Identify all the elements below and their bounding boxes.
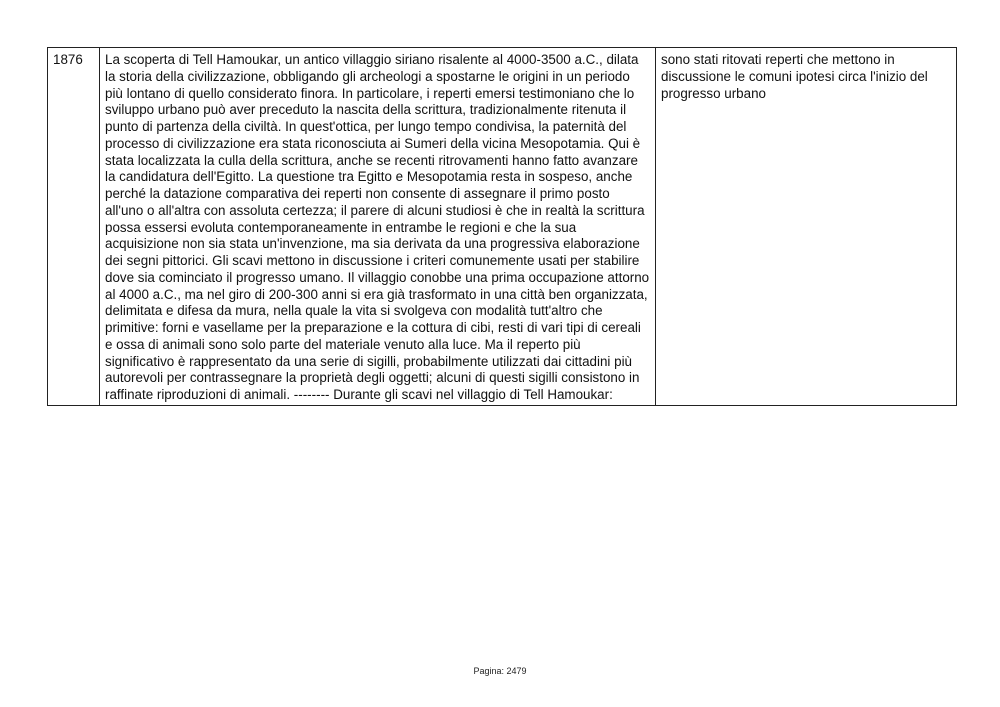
record-text-cell: La scoperta di Tell Hamoukar, un antico villaggio siriano risalente al 4000-3500 a.C., dilata la storia della civilizzazione, obbligando gli archeologi a spostarne le origini in un periodo più lontano di quello considerato finora. In particolare, i reperti emersi testimoniano che lo sviluppo urbano può aver preceduto la nascita della scrittura, tradizionalmente ritenuta il punto di partenza della civiltà. In quest'ottica, per lungo tempo condivisa, la paternità del processo di civilizzazione era stata riconosciuta ai Sumeri della vicina Mesopotamia. Qui è stata localizzata la culla della scrittura, anche se recenti ritrovamenti hanno fatto avanzare la candidatura dell'Egitto. La questione tra Egitto e Mesopotamia resta in sospeso, anche perché la datazione comparativa dei reperti non consente di assegnare il primo posto all'uno o all'altra con assoluta certezza; il parere di alcuni studiosi è che in realtà la scrittura possa essersi evoluta contemporaneamente in entrambe le regioni e che la sua acquisizione non sia stata un'invenzione, ma sia derivata da una progressiva elaborazione dei segni pittorici. Gli scavi mettono in discussione i criteri comunemente usati per stabilire dove sia cominciato il progresso umano. Il villaggio conobbe una prima occupazione attorno al 4000 a.C., ma nel giro di 200-300 anni si era già trasformato in una città ben organizzata, delimitata e difesa da mura, nella quale la vita si svolgeva con modalità tutt'altro che primitive: forni e vasellame per la preparazione e la cottura di cibi, resti di vari tipi di cereali e ossa di animali sono solo parte del materiale venuto alla luce. Ma il reperto più significativo è rappresentato da una serie di sigilli, probabilmente utilizzati dai cittadini più autorevoli per contrassegnare la proprietà degli oggetti; alcuni di questi sigilli consistono in raffinate riproduzioni di animali. -------- Durante gli scavi nel villaggio di Tell Hamoukar: — [100, 48, 656, 406]
record-summary-cell: sono stati ritovati reperti che mettono in discussione le comuni ipotesi circa l'inizio del progresso urbano — [656, 48, 957, 406]
page-number: Pagina: 2479 — [473, 666, 527, 676]
record-id-cell: 1876 — [48, 48, 100, 406]
record-table — [47, 47, 957, 406]
table-row — [48, 48, 957, 406]
